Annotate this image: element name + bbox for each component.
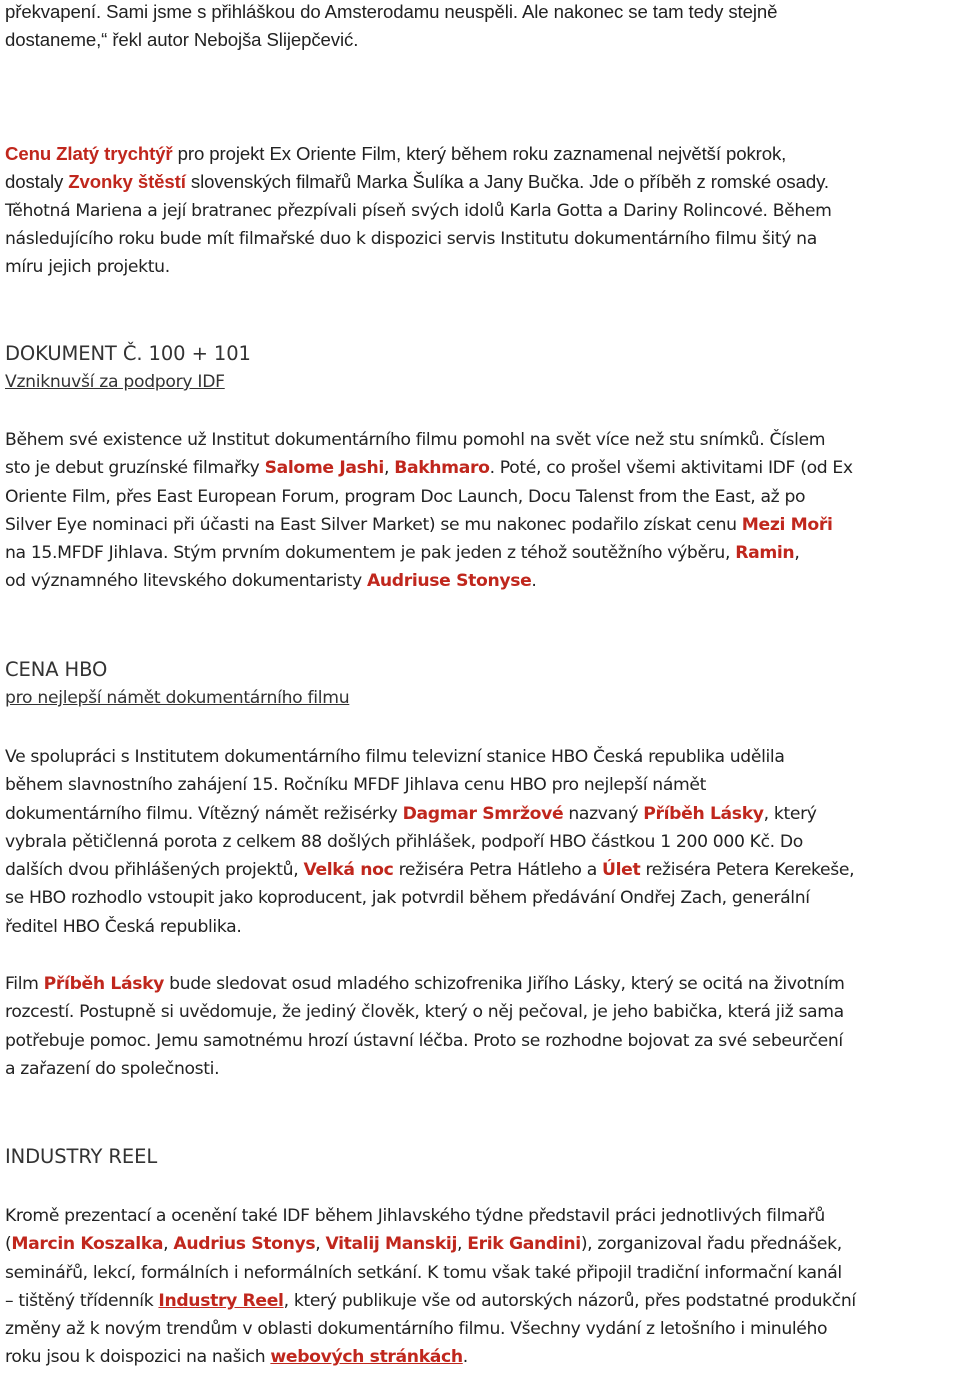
film-title: Ramin (735, 543, 795, 564)
intro-line-1: překvapení. Sami jsme s přihláškou do Amsterodamu neuspěli. Ale nakonec se tam tedy stejně (5, 1, 778, 22)
website-link[interactable]: webových stránkách (270, 1347, 463, 1368)
filmmaker-name: Marcin Koszalka (11, 1234, 164, 1255)
award-name: Mezi Moři (741, 514, 833, 535)
zlaty-trychtyr-paragraph: Cenu Zlatý trychtýř pro projekt Ex Oriente Film, který během roku zaznamenal největší pokrok, dostaly Zvonky štěstí slovenských filmařů Marka Šulíka a Jany Bučka. Jde o příběh z romské osady. Těhotná Mariena a její bratranec přezpívali píseň svých idolů Karla Gotta a Dariny Rolincové. Během následujícího roku bude mít filmařské duo k dispozici servis Institutu dokumentárního filmu šitý na míru jejich projektu. (5, 143, 832, 278)
section-subheading: Vzniknuvší za podpory IDF (5, 372, 225, 392)
filmmaker-name: Audrius Stonys (173, 1234, 316, 1255)
section-heading: CENA HBO (5, 658, 108, 681)
film-director: Salome Jashi (264, 458, 384, 479)
section-heading: INDUSTRY REEL (5, 1145, 158, 1168)
award-name: Cenu Zlatý trychtýř (5, 143, 173, 164)
section-heading: DOKUMENT Č. 100 + 101 (5, 342, 251, 365)
industry-section (5, 1143, 157, 1171)
film-title: Úlet (602, 860, 641, 881)
section-subheading: pro nejlepší námět dokumentárního filmu (5, 688, 350, 708)
filmmaker-name: Vitalij Manskij (325, 1234, 457, 1255)
film-title: Bakhmaro (394, 458, 490, 479)
intro-line-2: dostaneme,“ řekl autor Nebojša Slijepčević. (5, 29, 359, 51)
film-title: Zvonky štěstí (68, 171, 186, 193)
film-director: Dagmar Smržové (402, 803, 564, 824)
industry-reel-link[interactable]: Industry Reel (158, 1290, 284, 1311)
dokument-paragraph: Během své existence už Institut dokumentárního filmu pomohl na svět více než stu snímků. Číslem sto je debut gruzínské filmařky Salome Jashi, Bakhmaro. Poté, co prošel všemi aktivitami IDF (od Ex Oriente Film, přes East European Forum, program Doc Launch, Docu Talenst from the East, až po Silver Eye nominaci při účasti na East Silver Market) se mu nakonec podařilo získat cenu Mezi Moři na 15.MFDF Jihlava. Stým prvním dokumentem je pak jeden z téhož soutěžního výběru, Ramin, od významného litevského dokumentaristy Audriuse Stonyse. (5, 430, 853, 592)
hbo-paragraph-1: Ve spolupráci s Institutem dokumentárního filmu televizní stanice HBO Česká republika udělila během slavnostního zahájení 15. Ročníku MFDF Jihlava cenu HBO pro nejlepší námět dokumentárního filmu. Vítězný námět režisérky Dagmar Smržové nazvaný Příběh Lásky, který vybrala pětičlenná porota z celkem 88 došlých přihlášek, podpoří HBO částkou 1 200 000 Kč. Do dalších dvou přihlášených projektů, Velká noc režiséra Petra Hátleho a Úlet režiséra Petera Kerekeše, se HBO rozhodlo vstoupit jako koproducent, jak potvrdil během předávání Ondřej Zach, generální ředitel HBO Česká republika. (5, 747, 855, 937)
film-director: Audriuse Stonyse (366, 571, 532, 592)
filmmaker-name: Erik Gandini (467, 1234, 581, 1255)
dokument-section (5, 340, 251, 396)
hbo-paragraph-2: Film Příběh Lásky bude sledovat osud mladého schizofrenika Jiřího Lásky, který se ocitá na životním rozcestí. Postupně si uvědomuje, že jediný člověk, který o něj pečoval, je jeho babička, která již sama potřebuje pomoc. Jemu samotnému hrozí ústavní léčba. Proto se rozhodne bojovat za své sebeurčení a zařazení do společnosti. (5, 974, 845, 1079)
film-title: Příběh Lásky (643, 803, 764, 824)
intro-paragraph (5, 0, 777, 55)
hbo-section (5, 656, 349, 712)
film-title: Příběh Lásky (43, 974, 165, 994)
industry-paragraph: Kromě prezentací a ocenění také IDF během Jihlavského týdne představil práci jednotlivých filmařů (Marcin Koszalka, Audrius Stonys, Vitalij Manskij, Erik Gandini), zorganizoval řadu přednášek, seminářů, lekcí, formálních i neformálních setkání. K tomu však také připojil tradiční informační kanál – tištěný třídenník Industry Reel, který publikuje vše od autorských názorů, přes podstatné produkční změny až k novým trendům v oblasti dokumentárního filmu. Všechny vydání z letošního i minulého roku jsou k doispozici na našich webových stránkách. (5, 1206, 856, 1368)
film-title: Velká noc (303, 860, 394, 881)
